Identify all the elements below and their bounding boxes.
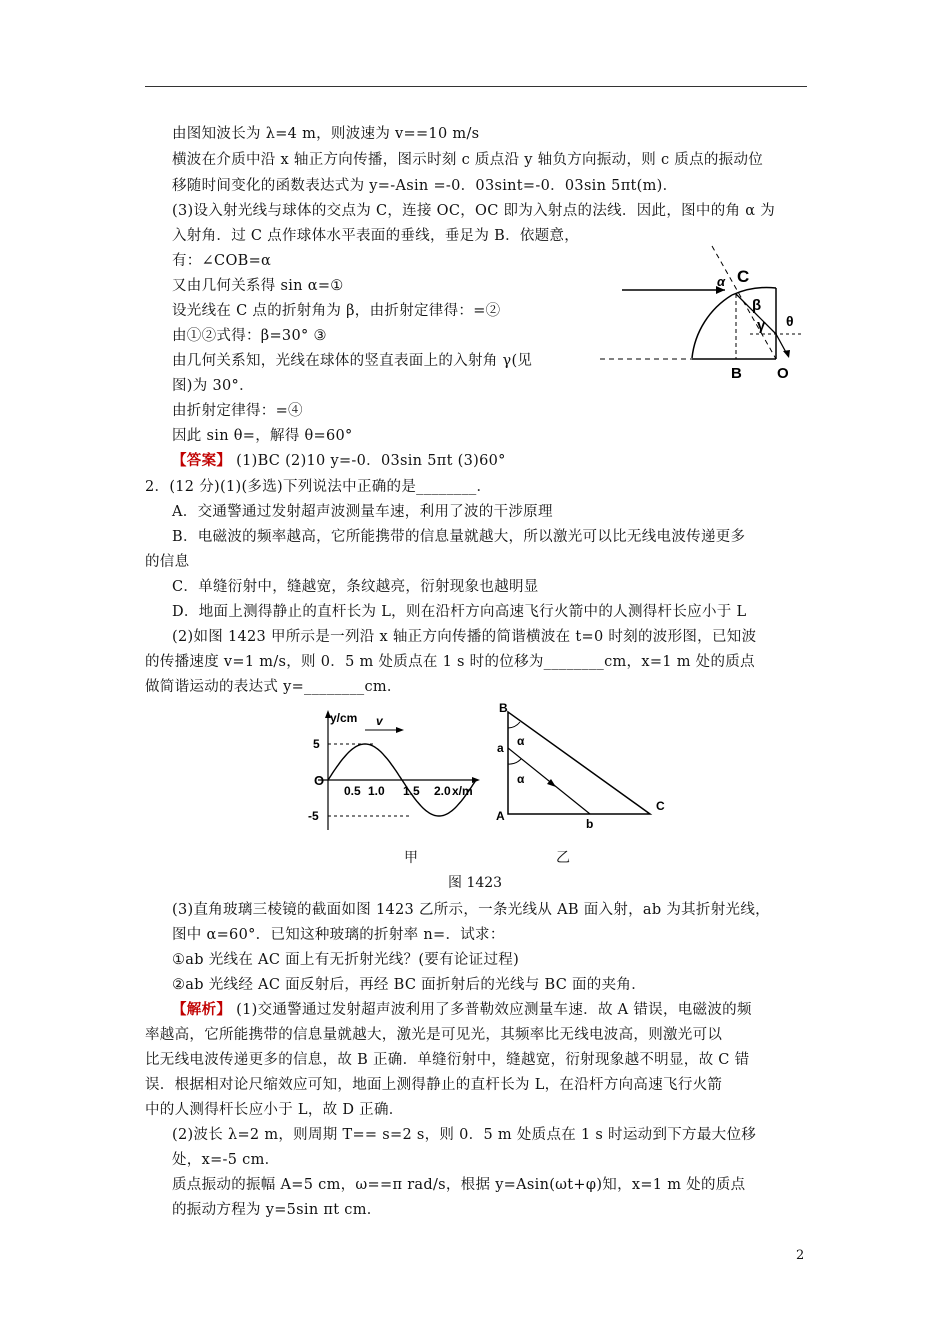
q2-option: B．电磁波的频率越高，它所能携带的信息量就越大，所以激光可以比无线电波传递更多 [172, 529, 746, 545]
label-b: b [586, 817, 594, 831]
label-A: A [496, 809, 505, 823]
analysis-line: 质点振动的振幅 A=5 cm，ω==π rad/s，根据 y=Asin(ωt+φ)知，x=1 m 处的质点 [172, 1177, 746, 1193]
text-line: 有：∠COB=α [172, 253, 272, 269]
q2-option: 的信息 [145, 554, 190, 570]
prism-triangle [508, 712, 650, 814]
xtick-1.0: 1.0 [368, 784, 385, 798]
header-rule [145, 86, 807, 87]
label-B: B [731, 365, 742, 382]
q2-part2: 做简谐运动的表达式 y=________cm． [145, 679, 402, 695]
angle-arc-bottom [508, 759, 521, 764]
x-axis-label: x/m [452, 784, 473, 798]
velocity-label: v [376, 714, 383, 728]
analysis-line: 处，x=-5 cm． [172, 1152, 280, 1168]
velocity-arrowhead [396, 727, 404, 733]
q2-option: A．交通警通过发射超声波测量车速，利用了波的干涉原理 [172, 504, 553, 520]
label-alpha-bottom: α [517, 772, 525, 786]
analysis-line: 比无线电波传递更多的信息，故 B 正确．单缝衍射中，缝越宽，衍射现象越不明显，故 C 错 [145, 1052, 750, 1068]
q2-part2: (2)如图 1423 甲所示是一列沿 x 轴正方向传播的简谐横波在 t=0 时刻的波形图，已知波 [172, 629, 757, 645]
analysis-line: 的振动方程为 y=5sin πt cm． [172, 1202, 382, 1218]
xtick-1.5: 1.5 [403, 784, 420, 798]
answer-line [172, 451, 506, 471]
text-line: 移随时间变化的函数表达式为 y=-Asin =-0．03sint=-0．03sin 5πt(m)． [172, 178, 678, 194]
q2-option: D．地面上测得静止的直杆长为 L，则在沿杆方向高速飞行火箭中的人测得杆长应小于 L [172, 604, 747, 620]
label-beta: β [752, 297, 762, 314]
label-alpha-top: α [517, 734, 525, 748]
text-line: 图)为 30°． [172, 378, 254, 394]
analysis-tag: 【解析】 [172, 1001, 232, 1018]
text-line: 由折射定律得：=④ [172, 403, 303, 419]
text-line: 由①②式得：β=30° ③ [172, 328, 327, 344]
ytick-neg5: -5 [308, 809, 319, 823]
figure-number: 图 1423 [448, 875, 503, 891]
analysis-line: (2)波长 λ=2 m，则周期 T== s=2 s，则 0．5 m 处质点在 1 s 时运动到下方最大位移 [172, 1127, 757, 1143]
analysis-first-line [172, 1000, 752, 1020]
sphere-refraction-diagram [600, 238, 810, 383]
q2-part3: ①ab 光线在 AC 面上有无折射光线？(要有论证过程) [172, 952, 520, 968]
page-number: 2 [796, 1248, 805, 1263]
analysis-line: 率越高，它所能携带的信息量就越大，激光是可见光，其频率比无线电波高，则激光可以 [145, 1027, 723, 1043]
text-line: 又由几何关系得 sin α=① [172, 278, 344, 294]
text-line: (3)设入射光线与球体的交点为 C，连接 OC，OC 即为入射点的法线．因此，图中的角 α 为 [172, 203, 776, 219]
q2-part2: 的传播速度 v=1 m/s，则 0．5 m 处质点在 1 s 时的位移为________cm，x=1 m 处的质点 [145, 654, 755, 670]
text-line: 横波在介质中沿 x 轴正方向传播，图示时刻 c 质点沿 y 轴负方向振动，则 c 质点的振动位 [172, 152, 764, 168]
sphere-arc [692, 295, 732, 358]
xtick-0.5: 0.5 [344, 784, 361, 798]
q2-option: C．单缝衍射中，缝越宽，条纹越亮，衍射现象也越明显 [172, 579, 539, 595]
origin-label: O [314, 773, 325, 788]
label-alpha: α [717, 274, 726, 289]
caption-right: 乙 [556, 850, 570, 866]
label-a: a [497, 741, 504, 755]
label-theta: θ [786, 313, 794, 329]
label-C: C [656, 799, 665, 813]
label-B: B [499, 701, 508, 715]
text-line: 由图知波长为 λ=4 m，则波速为 v==10 m/s [172, 126, 480, 142]
y-axis-label: y/cm [330, 711, 358, 725]
prism-figure [490, 700, 680, 835]
answer-text: (1)BC (2)10 y=-0．03sin 5πt (3)60° [236, 453, 506, 469]
label-gamma: γ [757, 317, 766, 334]
label-C: C [737, 267, 750, 286]
label-O: O [777, 365, 789, 382]
angle-arc-top [508, 722, 520, 728]
text-line: 由几何关系知，光线在球体的竖直表面上的入射角 γ(见 [172, 353, 533, 369]
wave-graph-figure [300, 704, 485, 834]
ytick-5: 5 [313, 737, 320, 751]
analysis-line: 误．根据相对论尺缩效应可知，地面上测得静止的直杆长为 L，在沿杆方向高速飞行火箭 [145, 1077, 723, 1093]
analysis-line: 中的人测得杆长应小于 L，故 D 正确． [145, 1102, 404, 1118]
answer-tag: 【答案】 [172, 452, 232, 469]
q2-part3: ②ab 光线经 AC 面反射后，再经 BC 面折射后的光线与 BC 面的夹角． [172, 977, 646, 993]
q2-stem: 2．(12 分)(1)(多选)下列说法中正确的是________． [145, 479, 492, 495]
analysis-text: (1)交通警通过发射超声波利用了多普勒效应测量车速．故 A 错误，电磁波的频 [236, 1002, 752, 1018]
q2-part3: 图中 α=60°．已知这种玻璃的折射率 n=．试求： [172, 927, 505, 943]
caption-left: 甲 [404, 850, 418, 866]
exit-arrow [783, 350, 790, 358]
text-line: 设光线在 C 点的折射角为 β，由折射定律得：=② [172, 303, 501, 319]
text-line: 因此 sin θ=，解得 θ=60° [172, 428, 353, 444]
text-line: 入射角．过 C 点作球体水平表面的垂线，垂足为 B．依题意， [172, 228, 580, 244]
q2-part3: (3)直角玻璃三棱镜的截面如图 1423 乙所示，一条光线从 AB 面入射，ab 为其折射光线， [172, 902, 770, 918]
xtick-2.0: 2.0 [434, 784, 451, 798]
